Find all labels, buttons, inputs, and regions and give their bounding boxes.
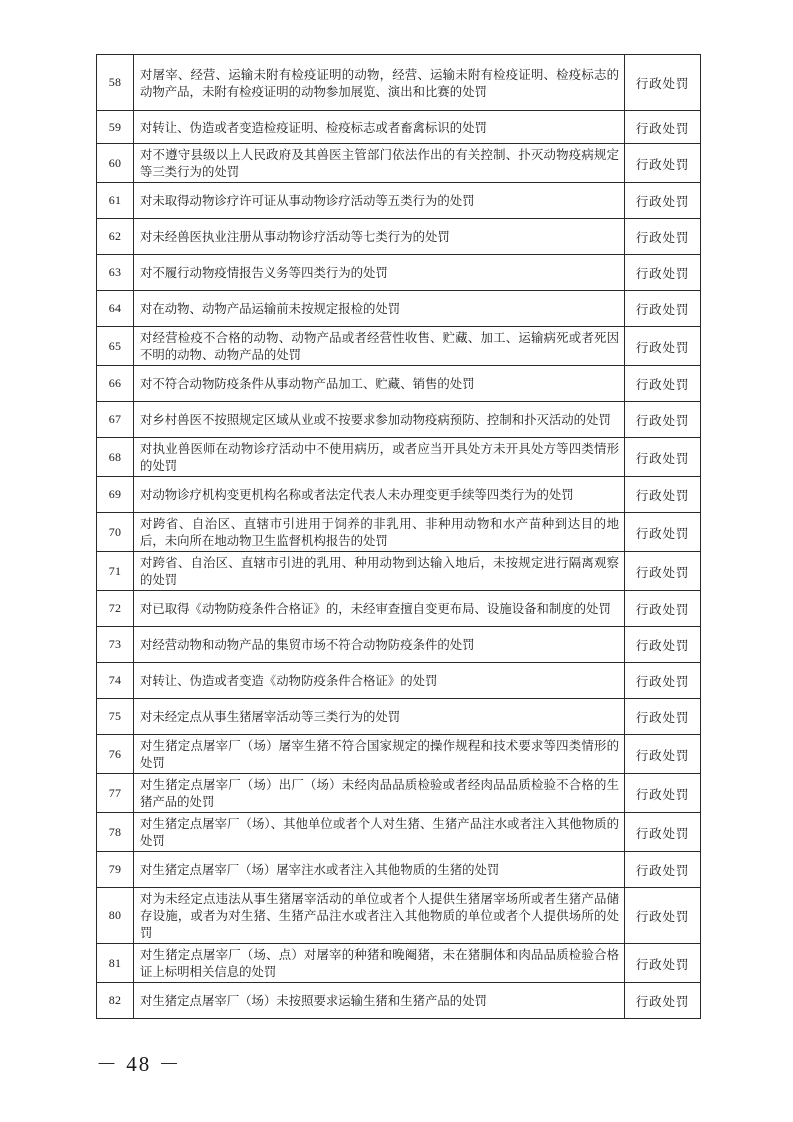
item-number: 82 (97, 983, 134, 1019)
item-number: 65 (97, 327, 134, 366)
table-row (97, 983, 701, 1019)
item-description: 对为未经定点违法从事生猪屠宰活动的单位或者个人提供生猪屠宰场所或者生猪产品储存设施，或者为对生猪、生猪产品注水或者注入其他物质的单位或者个人提供场所的处罚 (134, 888, 625, 944)
table-row (97, 111, 701, 144)
item-number: 77 (97, 774, 134, 813)
item-description: 对生猪定点屠宰厂（场）屠宰生猪不符合国家规定的操作规程和技术要求等四类情形的处罚 (134, 735, 625, 774)
table-row (97, 291, 701, 327)
item-category: 行政处罚 (625, 477, 701, 513)
item-description: 对生猪定点屠宰厂（场）出厂（场）未经肉品品质检验或者经肉品品质检验不合格的生猪产品的处罚 (134, 774, 625, 813)
item-number: 80 (97, 888, 134, 944)
item-description: 对不符合动物防疫条件从事动物产品加工、贮藏、销售的处罚 (134, 366, 625, 402)
item-number: 61 (97, 183, 134, 219)
item-number: 79 (97, 852, 134, 888)
item-number: 74 (97, 663, 134, 699)
item-number: 58 (97, 55, 134, 111)
item-description: 对动物诊疗机构变更机构名称或者法定代表人未办理变更手续等四类行为的处罚 (134, 477, 625, 513)
item-category: 行政处罚 (625, 813, 701, 852)
table-row (97, 735, 701, 774)
table-row (97, 663, 701, 699)
item-description: 对不遵守县级以上人民政府及其兽医主管部门依法作出的有关控制、扑灭动物疫病规定等三类行为的处罚 (134, 144, 625, 183)
item-category: 行政处罚 (625, 366, 701, 402)
item-category: 行政处罚 (625, 513, 701, 552)
item-category: 行政处罚 (625, 663, 701, 699)
item-description: 对生猪定点屠宰厂（场）未按照要求运输生猪和生猪产品的处罚 (134, 983, 625, 1019)
item-category: 行政处罚 (625, 852, 701, 888)
item-description: 对不履行动物疫情报告义务等四类行为的处罚 (134, 255, 625, 291)
item-number: 67 (97, 402, 134, 438)
item-number: 75 (97, 699, 134, 735)
table-row (97, 591, 701, 627)
item-description: 对未经兽医执业注册从事动物诊疗活动等七类行为的处罚 (134, 219, 625, 255)
item-category: 行政处罚 (625, 183, 701, 219)
item-number: 68 (97, 438, 134, 477)
item-description: 对在动物、动物产品运输前未按规定报检的处罚 (134, 291, 625, 327)
table-row (97, 55, 701, 111)
item-number: 73 (97, 627, 134, 663)
table-row (97, 366, 701, 402)
item-category: 行政处罚 (625, 591, 701, 627)
item-category: 行政处罚 (625, 438, 701, 477)
item-description: 对屠宰、经营、运输未附有检疫证明的动物，经营、运输未附有检疫证明、检疫标志的动物产品，未附有检疫证明的动物参加展览、演出和比赛的处罚 (134, 55, 625, 111)
table-row (97, 774, 701, 813)
item-description: 对生猪定点屠宰厂（场）、其他单位或者个人对生猪、生猪产品注水或者注入其他物质的处罚 (134, 813, 625, 852)
item-category: 行政处罚 (625, 327, 701, 366)
table-row (97, 813, 701, 852)
item-category: 行政处罚 (625, 219, 701, 255)
item-number: 69 (97, 477, 134, 513)
item-category: 行政处罚 (625, 552, 701, 591)
item-category: 行政处罚 (625, 699, 701, 735)
item-description: 对未经定点从事生猪屠宰活动等三类行为的处罚 (134, 699, 625, 735)
item-description: 对跨省、自治区、直辖市引进用于饲养的非乳用、非种用动物和水产苗种到达目的地后，未向所在地动物卫生监督机构报告的处罚 (134, 513, 625, 552)
item-number: 76 (97, 735, 134, 774)
table-row (97, 183, 701, 219)
item-category: 行政处罚 (625, 888, 701, 944)
item-number: 70 (97, 513, 134, 552)
item-number: 64 (97, 291, 134, 327)
item-description: 对跨省、自治区、直辖市引进的乳用、种用动物到达输入地后，未按规定进行隔离观察的处罚 (134, 552, 625, 591)
item-description: 对转让、伪造或者变造检疫证明、检疫标志或者畜禽标识的处罚 (134, 111, 625, 144)
item-category: 行政处罚 (625, 55, 701, 111)
table-row (97, 513, 701, 552)
table-row (97, 402, 701, 438)
item-description: 对乡村兽医不按照规定区域从业或不按要求参加动物疫病预防、控制和扑灭活动的处罚 (134, 402, 625, 438)
table-row (97, 852, 701, 888)
item-number: 81 (97, 944, 134, 983)
item-number: 60 (97, 144, 134, 183)
item-number: 59 (97, 111, 134, 144)
item-category: 行政处罚 (625, 627, 701, 663)
table-row (97, 255, 701, 291)
item-number: 62 (97, 219, 134, 255)
table-row (97, 699, 701, 735)
table-row (97, 477, 701, 513)
table-body (97, 55, 701, 1019)
item-number: 78 (97, 813, 134, 852)
item-description: 对未取得动物诊疗许可证从事动物诊疗活动等五类行为的处罚 (134, 183, 625, 219)
item-category: 行政处罚 (625, 255, 701, 291)
item-number: 71 (97, 552, 134, 591)
item-description: 对生猪定点屠宰厂（场、点）对屠宰的种猪和晚阉猪，未在猪胴体和肉品品质检验合格证上标明相关信息的处罚 (134, 944, 625, 983)
item-number: 72 (97, 591, 134, 627)
item-category: 行政处罚 (625, 735, 701, 774)
item-category: 行政处罚 (625, 983, 701, 1019)
item-description: 对已取得《动物防疫条件合格证》的，未经审查擅自变更布局、设施设备和制度的处罚 (134, 591, 625, 627)
table-row (97, 888, 701, 944)
page-number: － 48 － (96, 1052, 182, 1076)
item-category: 行政处罚 (625, 144, 701, 183)
table-row (97, 219, 701, 255)
item-category: 行政处罚 (625, 402, 701, 438)
table-row (97, 627, 701, 663)
item-category: 行政处罚 (625, 944, 701, 983)
table-row (97, 552, 701, 591)
table-row (97, 327, 701, 366)
item-description: 对经营动物和动物产品的集贸市场不符合动物防疫条件的处罚 (134, 627, 625, 663)
item-number: 63 (97, 255, 134, 291)
item-category: 行政处罚 (625, 774, 701, 813)
item-description: 对生猪定点屠宰厂（场）屠宰注水或者注入其他物质的生猪的处罚 (134, 852, 625, 888)
table-row (97, 438, 701, 477)
penalty-items-table (96, 54, 701, 1019)
item-description: 对执业兽医师在动物诊疗活动中不使用病历，或者应当开具处方未开具处方等四类情形的处罚 (134, 438, 625, 477)
item-category: 行政处罚 (625, 291, 701, 327)
item-description: 对经营检疫不合格的动物、动物产品或者经营性收售、贮藏、加工、运输病死或者死因不明的动物、动物产品的处罚 (134, 327, 625, 366)
item-description: 对转让、伪造或者变造《动物防疫条件合格证》的处罚 (134, 663, 625, 699)
item-category: 行政处罚 (625, 111, 701, 144)
table-row (97, 944, 701, 983)
table-row (97, 144, 701, 183)
item-number: 66 (97, 366, 134, 402)
